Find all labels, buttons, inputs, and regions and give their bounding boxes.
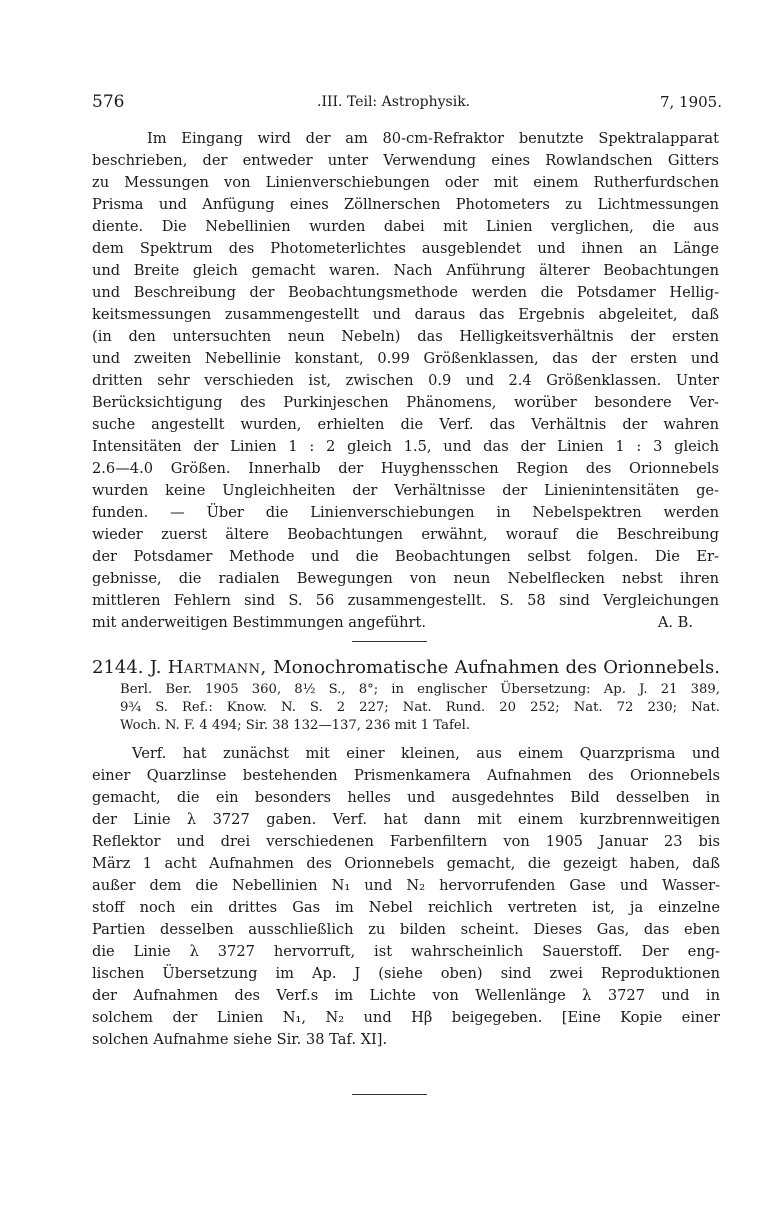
review-line: und Beschreibung der Beobachtungsmethode werden die Potsdamer Hellig-	[92, 284, 719, 301]
review-line: beschrieben, der entweder unter Verwendung eines Rowlandschen Gitters	[92, 152, 719, 169]
review-line: wieder zuerst ältere Beobachtungen erwähnt, worauf die Beschreibung	[92, 526, 719, 543]
review-line: keitsmessungen zusammengestellt und daraus das Ergebnis abgeleitet, daß	[92, 306, 719, 323]
review-line: zu Messungen von Linienverschiebungen oder mit einem Rutherfurdschen	[92, 174, 719, 191]
review-line: Intensitäten der Linien 1 : 2 gleich 1.5, und das der Linien 1 : 3 gleich	[92, 438, 719, 455]
reference-line: Woch. N. F. 4 494; Sir. 38 132—137, 236 mit 1 Tafel.	[120, 718, 471, 733]
review-line: suche angestellt wurden, erhielten die Verf. das Verhältnis der wahren	[92, 416, 719, 433]
entry-number: 2144.	[92, 657, 144, 678]
review-line: mittleren Fehlern sind S. 56 zusammengestellt. S. 58 sind Vergleichungen	[92, 592, 719, 609]
abstract-line: lischen Übersetzung im Ap. J (siehe oben) sind zwei Reproduktionen	[92, 965, 720, 982]
page-number: 576	[92, 92, 125, 112]
running-title: .III. Teil: Astrophysik.	[317, 94, 471, 110]
abstract-line: Reflektor und drei verschiedenen Farbenfiltern von 1905 Januar 23 bis	[92, 833, 720, 850]
author-name: Hartmann,	[167, 657, 267, 678]
abstract-line: solchem der Linien N₁, N₂ und Hβ beigegeben. [Eine Kopie einer	[92, 1009, 720, 1026]
review-line: Berücksichtigung des Purkinjeschen Phänomens, worüber besondere Ver-	[92, 394, 719, 411]
abstract-line: außer dem die Nebellinien N₁ und N₂ hervorrufenden Gase und Wasser-	[92, 877, 720, 894]
abstract-line: der Aufnahmen des Verf.s im Lichte von Wellenlänge λ 3727 und in	[92, 987, 720, 1004]
entry-abstract	[92, 743, 720, 1051]
entry-title: Monochromatische Aufnahmen des Orionnebels.	[273, 657, 720, 678]
review-line: Im Eingang wird der am 80-cm-Refraktor benutzte Spektralapparat	[147, 130, 719, 147]
page-header	[92, 92, 722, 114]
reviewer-signature: A. B.	[657, 614, 693, 631]
review-line: funden. — Über die Linienverschiebungen in Nebelspektren werden	[92, 504, 719, 521]
reference-line: 9¾ S. Ref.: Know. N. S. 2 227; Nat. Rund. 20 252; Nat. 72 230; Nat.	[120, 700, 720, 715]
abstract-line: der Linie λ 3727 gaben. Verf. hat dann mit einem kurzbrennweitigen	[92, 811, 720, 828]
abstract-line: gemacht, die ein besonders helles und ausgedehntes Bild desselben in	[92, 789, 720, 806]
review-paragraph	[92, 128, 719, 634]
section-divider	[352, 1094, 427, 1095]
reference-line: Berl. Ber. 1905 360, 8½ S., 8°; in englischer Übersetzung: Ap. J. 21 389,	[120, 682, 720, 697]
review-line: dem Spektrum des Photometerlichtes ausgeblendet und ihnen an Länge	[92, 240, 719, 257]
review-line: und Breite gleich gemacht waren. Nach Anführung älterer Beobachtungen	[92, 262, 719, 279]
entry-heading	[92, 656, 720, 680]
abstract-line: Partien desselben ausschließlich zu bilden scheint. Dieses Gas, das eben	[92, 921, 720, 938]
bibliography-entry	[92, 656, 720, 1051]
volume-reference: 7, 1905.	[659, 93, 722, 111]
review-line: und zweiten Nebellinie konstant, 0.99 Größenklassen, das der ersten und	[92, 350, 719, 367]
entry-references	[92, 681, 720, 735]
review-closing-line	[92, 612, 719, 634]
author-initial: J.	[149, 657, 162, 678]
abstract-line: einer Quarzlinse bestehenden Prismenkamera Aufnahmen des Orionnebels	[92, 767, 720, 784]
review-line: (in den untersuchten neun Nebeln) das Helligkeitsverhältnis der ersten	[92, 328, 719, 345]
review-line: gebnisse, die radialen Bewegungen von neun Nebelflecken nebst ihren	[92, 570, 719, 587]
review-line: 2.6—4.0 Größen. Innerhalb der Huyghensschen Region des Orionnebels	[92, 460, 719, 477]
review-line: Prisma und Anfügung eines Zöllnerschen Photometers zu Lichtmessungen	[92, 196, 719, 213]
section-divider	[352, 641, 427, 642]
review-line: dritten sehr verschieden ist, zwischen 0.9 und 2.4 Größenklassen. Unter	[92, 372, 719, 389]
abstract-line: Verf. hat zunächst mit einer kleinen, aus einem Quarzprisma und	[132, 745, 720, 762]
review-line: wurden keine Ungleichheiten der Verhältnisse der Linienintensitäten ge-	[92, 482, 719, 499]
abstract-line: solchen Aufnahme siehe Sir. 38 Taf. XI].	[92, 1031, 388, 1048]
abstract-line: stoff noch ein drittes Gas im Nebel reichlich vertreten ist, ja einzelne	[92, 899, 720, 916]
review-line: der Potsdamer Methode und die Beobachtungen selbst folgen. Die Er-	[92, 548, 719, 565]
abstract-line: die Linie λ 3727 hervorruft, ist wahrscheinlich Sauerstoff. Der eng-	[92, 943, 720, 960]
abstract-line: März 1 acht Aufnahmen des Orionnebels gemacht, die gezeigt haben, daß	[92, 855, 720, 872]
review-line: mit anderweitigen Bestimmungen angeführt.	[92, 614, 427, 631]
review-line: diente. Die Nebellinien wurden dabei mit Linien verglichen, die aus	[92, 218, 719, 235]
